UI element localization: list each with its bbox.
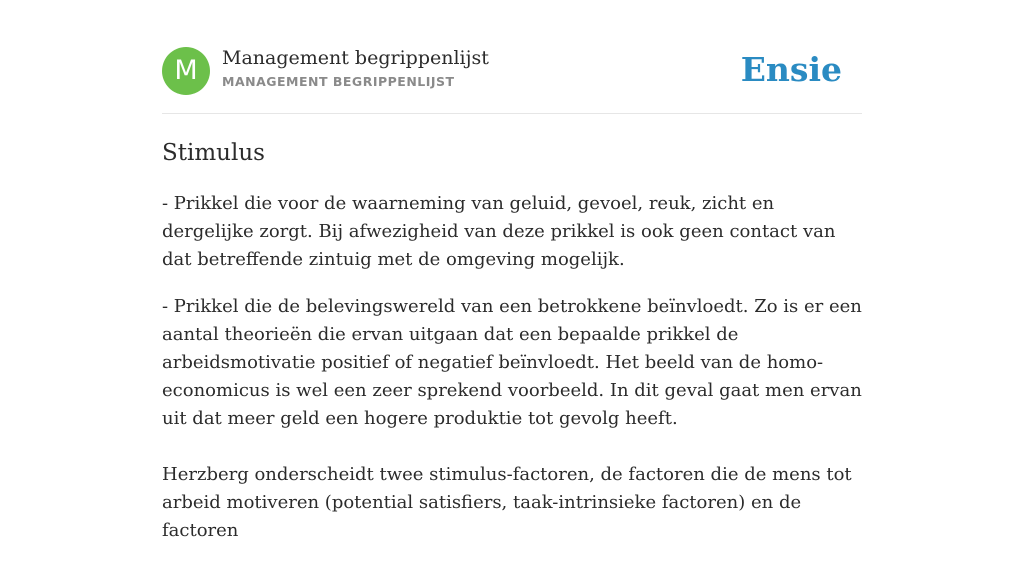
list-subtitle[interactable]: MANAGEMENT BEGRIPPENLIJST (222, 74, 455, 89)
term-title: Stimulus (162, 140, 265, 166)
list-header (162, 46, 862, 96)
ensie-logo[interactable]: Ensie (740, 50, 842, 89)
list-avatar[interactable]: M (162, 47, 210, 95)
definition-content (162, 190, 862, 564)
definition-paragraph-2: - Prikkel die de belevingswereld van een betrokkene beïnvloedt. Zo is er een aantal theorieën die ervan uitgaan dat een bepaalde prikkel de arbeidsmotivatie positief of negatief beïnvloedt. Het beeld van de homo-economicus is wel een zeer sprekend voorbeeld. In dit geval gaat men ervan uit dat meer geld een hogere produktie tot gevolg heeft. Herzberg onderscheidt twee stimulus-factoren, de factoren die de mens tot arbeid motiveren (potential satisfiers, taak-intrinsieke factoren) en de factoren (162, 296, 862, 541)
list-title[interactable]: Management begrippenlijst (222, 47, 489, 69)
definition-paragraph-1: - Prikkel die voor de waarneming van geluid, gevoel, reuk, zicht en dergelijke zorgt. Bij afwezigheid van deze prikkel is ook geen contact van dat betreffende zintuig met de omgeving mogelijk. (162, 193, 836, 270)
header-divider (162, 113, 862, 114)
